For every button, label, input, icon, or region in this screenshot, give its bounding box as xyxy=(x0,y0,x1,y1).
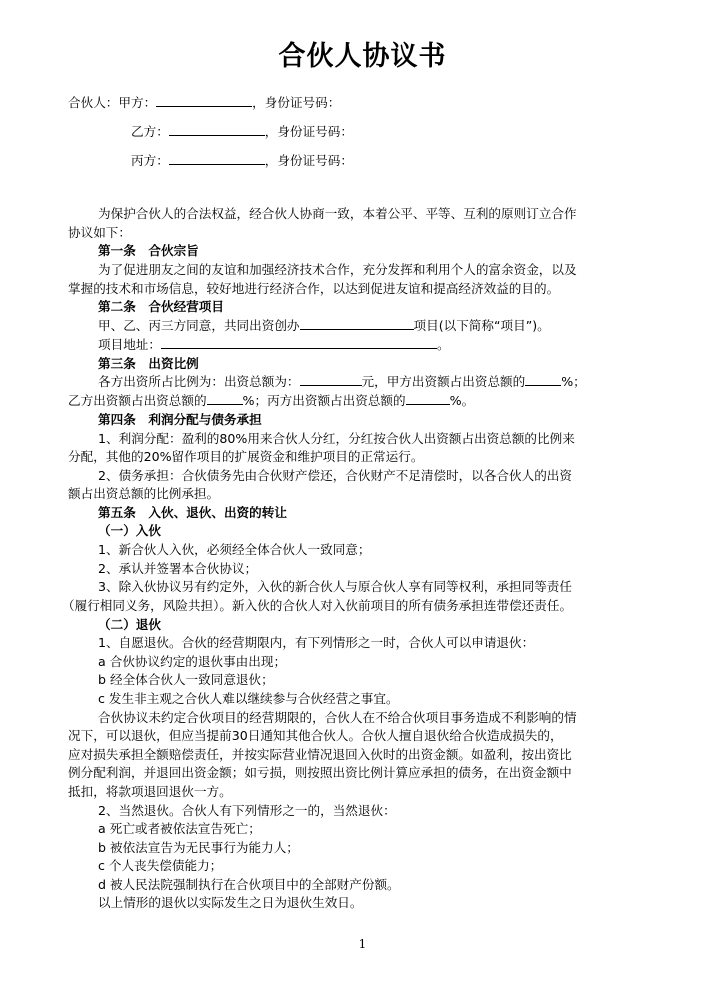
party-row-c xyxy=(131,152,353,170)
article-1-heading: 第一条 合伙宗旨 xyxy=(98,243,199,258)
article-3-line xyxy=(68,392,474,410)
withdraw-line: b 被依法宣告为无民事行为能力人； xyxy=(98,840,299,855)
text-segment: 项目(以下简称“项目”)。 xyxy=(413,318,550,333)
join-line: 3、除入伙协议另有约定外，入伙的新合伙人与原合伙人享有同等权利，承担同等责任 xyxy=(98,579,572,594)
article-5-heading: 第五条 入伙、退伙、出资的转让 xyxy=(98,505,287,520)
party-name-blank xyxy=(169,123,265,136)
article-1-line: 掌握的技术和市场信息，较好地进行经济合作，以达到促进友谊和提高经济效益的目的。 xyxy=(68,281,560,296)
party-id-label: ，身份证号码： xyxy=(264,124,353,139)
article-3-line xyxy=(98,373,586,391)
party-prefix: 合伙人： xyxy=(68,95,119,110)
article-4-line: 分配，其他的20%留作项目的扩展资金和维护项目的正常运行。 xyxy=(68,449,424,464)
total-amount-blank xyxy=(300,373,362,386)
party-row-a xyxy=(68,94,340,112)
withdraw-line: 以上情形的退伙以实际发生之日为退伙生效日。 xyxy=(98,895,363,910)
party-id-label: ，身份证号码： xyxy=(264,153,353,168)
party-name-blank xyxy=(156,94,252,107)
section-withdraw-heading: （二）退伙 xyxy=(98,617,161,632)
withdraw-line: 例分配利润，并退回出资金额；如亏损，则按照出资比例计算应承担的债务，在出资金额中 xyxy=(68,765,572,780)
withdraw-line: a 死亡或者被依法宣告死亡； xyxy=(98,821,261,836)
project-name-blank xyxy=(300,317,414,330)
withdraw-line: 2、当然退伙。合伙人有下列情形之一的，当然退伙： xyxy=(98,803,396,818)
join-line: 2、承认并签署本合伙协议； xyxy=(98,561,258,576)
party-c-percent-blank xyxy=(406,392,450,405)
withdraw-line: 应对损失承担全额赔偿责任，并按实际营业情况退回入伙时的出资金额。如盈利，按出资比 xyxy=(68,747,572,762)
article-4-heading: 第四条 利润分配与债务承担 xyxy=(98,412,262,427)
withdraw-line: d 被人民法院强制执行在合伙项目中的全部财产份额。 xyxy=(98,877,400,892)
party-role: 丙方： xyxy=(131,153,169,168)
party-row-b xyxy=(131,123,353,141)
intro-line: 为保护合伙人的合法权益，经合伙人协商一致，本着公平、平等、互利的原则订立合作 xyxy=(98,206,577,221)
withdraw-line: b 经全体合伙人一致同意退伙； xyxy=(98,672,274,687)
party-role: 甲方： xyxy=(118,95,157,110)
article-2-heading: 第二条 合伙经营项目 xyxy=(98,299,224,314)
article-4-line: 额占出资总额的比例承担。 xyxy=(68,486,220,501)
article-4-line: 2、债务承担：合伙债务先由合伙财产偿还，合伙财产不足清偿时，以各合伙人的出资 xyxy=(98,468,572,483)
text-segment: %； xyxy=(561,374,586,389)
text-segment: 乙方出资额占出资总额的 xyxy=(68,393,207,408)
text-segment: 甲、乙、丙三方同意，共同出资创办 xyxy=(98,318,300,333)
article-4-line: 1、利润分配：盈利的80%用来合伙人分红，分红按合伙人出资额占出资总额的比例来 xyxy=(98,431,575,446)
party-a-percent-blank xyxy=(525,373,561,386)
withdraw-line: c 发生非主观之合伙人难以继续参与合伙经营之事宜。 xyxy=(98,691,399,706)
address-blank xyxy=(161,336,437,349)
text-segment: 。 xyxy=(436,337,450,352)
text-segment: %；丙方出资额占出资总额的 xyxy=(242,393,406,408)
withdraw-line: a 合伙协议约定的退伙事由出现； xyxy=(98,654,287,669)
page-number: 1 xyxy=(358,937,367,951)
text-segment: 各方出资所占比例为：出资总额为： xyxy=(98,374,300,389)
party-name-blank xyxy=(169,152,265,165)
article-3-heading: 第三条 出资比例 xyxy=(98,356,199,371)
text-segment: 项目地址： xyxy=(98,337,161,352)
join-line: （履行相同义务，风险共担）。新入伙的合伙人对入伙前项目的所有债务承担连带偿还责任。 xyxy=(62,598,573,613)
page-title: 合伙人协议书 xyxy=(278,41,447,72)
withdraw-line: 况下，可以退伙，但应当提前30日通知其他合伙人。合伙人擅自退伙给合伙造成损失的， xyxy=(68,728,563,743)
withdraw-line: 抵扣，将款项退回退伙一方。 xyxy=(68,784,232,799)
article-1-line: 为了促进朋友之间的友谊和加强经济技术合作，充分发挥和利用个人的富余资金，以及 xyxy=(98,262,577,277)
intro-line: 协议如下： xyxy=(68,225,131,240)
article-2-address-line xyxy=(98,336,450,354)
party-b-percent-blank xyxy=(207,392,243,405)
text-segment: 元，甲方出资额占出资总额的 xyxy=(361,374,526,389)
party-id-label: ，身份证号码： xyxy=(252,95,341,110)
text-segment: %。 xyxy=(449,393,475,408)
withdraw-line: c 个人丧失偿债能力； xyxy=(98,858,223,873)
party-role: 乙方： xyxy=(131,124,169,139)
section-join-heading: （一）入伙 xyxy=(98,523,161,538)
join-line: 1、新合伙人入伙，必须经全体合伙人一致同意； xyxy=(98,542,371,557)
withdraw-line: 1、自愿退伙。合伙的经营期限内，有下列情形之一时，合伙人可以申请退伙： xyxy=(98,635,535,650)
article-2-project-line xyxy=(98,317,550,335)
withdraw-line: 合伙协议未约定合伙项目的经营期限的，合伙人在不给合伙项目事务造成不利影响的情 xyxy=(98,710,577,725)
